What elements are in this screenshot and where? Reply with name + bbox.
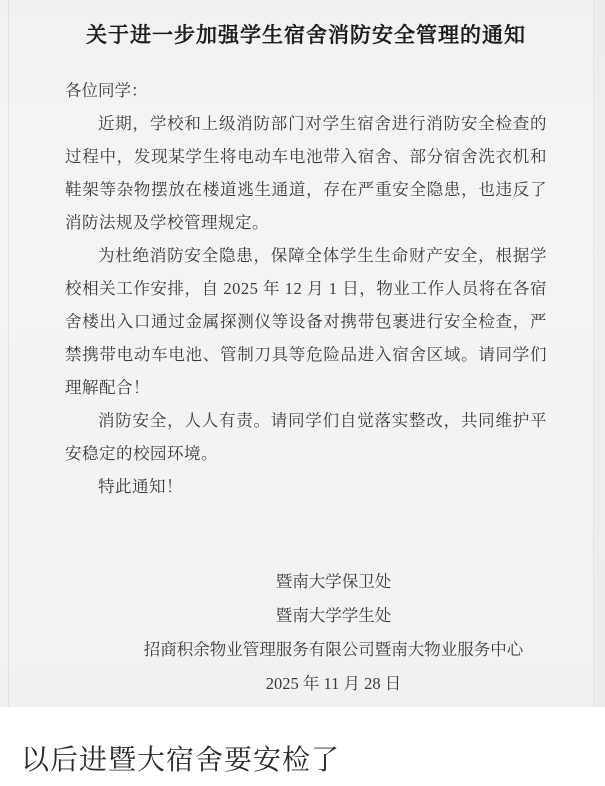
notice-date: 2025 年 11 月 28 日 [265, 674, 402, 693]
caption-text: 以后进暨大宿舍要安检了 [21, 744, 341, 775]
notice-paragraph-4: 特此通知！ [98, 477, 183, 496]
notice-paragraph-3: 消防安全，人人有责。请同学们自觉落实整改，共同维护平安稳定的校园环境。 [65, 411, 547, 463]
notice-salutation: 各位同学： [65, 81, 148, 100]
signature-security-office: 暨南大学保卫处 [275, 572, 392, 591]
notice-title: 关于进一步加强学生宿舍消防安全管理的通知 [86, 23, 526, 47]
signature-block [65, 565, 547, 701]
signature-property-company: 招商积余物业管理服务有限公司暨南大物业服务中心 [143, 640, 524, 659]
caption-bar [0, 707, 605, 786]
notice-paragraph-2: 为杜绝消防安全隐患，保障全体学生生命财产安全，根据学校相关工作安排，自 2025 年 12 月 1 日，物业工作人员将在各宿舍楼出入口通过金属探测仪等设备对携带包裹进行安全检查，严禁携带电动车电池、管制刀具等危险品进入宿舍区域。请同学们理解配合！ [65, 246, 547, 397]
notice-paragraph-1: 近期，学校和上级消防部门对学生宿舍进行消防安全检查的过程中，发现某学生将电动车电池带入宿舍、部分宿舍洗衣机和鞋架等杂物摆放在楼道逃生通道，存在严重安全隐患，也违反了消防法规及学校管理规定。 [65, 114, 547, 232]
signature-student-affairs-office: 暨南大学学生处 [275, 606, 392, 625]
